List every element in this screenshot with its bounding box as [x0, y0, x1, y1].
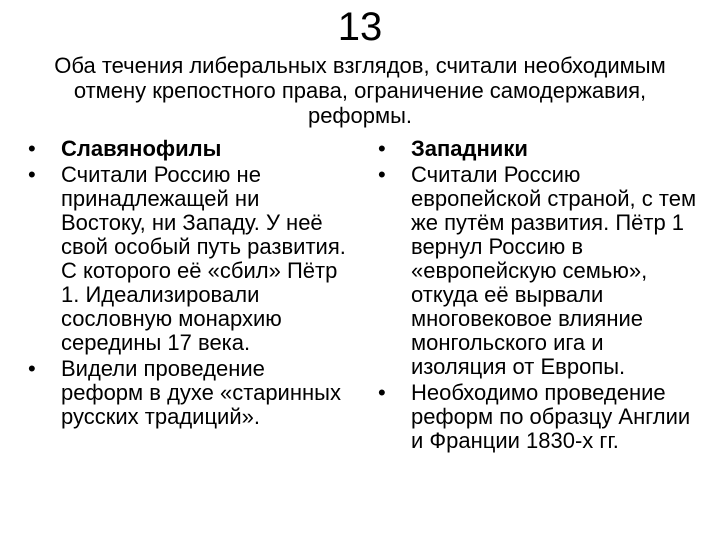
slavophiles-heading-item [28, 137, 348, 161]
slavophiles-point-2: Видели проведение реформ в духе «старинных русских традиций». [61, 356, 341, 429]
list-item [378, 163, 698, 379]
bullet-icon: • [28, 356, 36, 381]
list-item [28, 357, 348, 429]
westernizers-point-1: Считали Россию европейской страной, с тем же путём развития. Пётр 1 вернул Россию в «европейскую семью», откуда её вырвали многовековое влияние монгольского ига и изоляция от Европы. [411, 162, 697, 379]
list-item [28, 163, 348, 355]
westernizers-point-2: Необходимо проведение реформ по образцу Англии и Франции 1830-х гг. [411, 380, 691, 453]
slavophiles-column [28, 137, 348, 431]
bullet-icon: • [378, 136, 386, 161]
slide-number: 13 [337, 5, 383, 49]
bullet-icon: • [378, 162, 386, 187]
bullet-icon: • [28, 136, 36, 161]
list-item [378, 381, 698, 453]
slavophiles-point-1: Считали Россию не принадлежащей ни Востоку, ни Западу. У неё свой особый путь развития. С которого её «сбил» Пётр 1. Идеализировали сословную монархию середины 17 века. [61, 162, 346, 355]
westernizers-heading: Западники [411, 136, 528, 161]
westernizers-heading-item [378, 137, 698, 161]
bullet-icon: • [378, 380, 386, 405]
slavophiles-heading: Славянофилы [61, 136, 222, 161]
bullet-icon: • [28, 162, 36, 187]
intro-text: Оба течения либеральных взглядов, считали необходимым отмену крепостного права, ограничение самодержавия, реформы. [54, 53, 666, 128]
westernizers-column [378, 137, 698, 455]
